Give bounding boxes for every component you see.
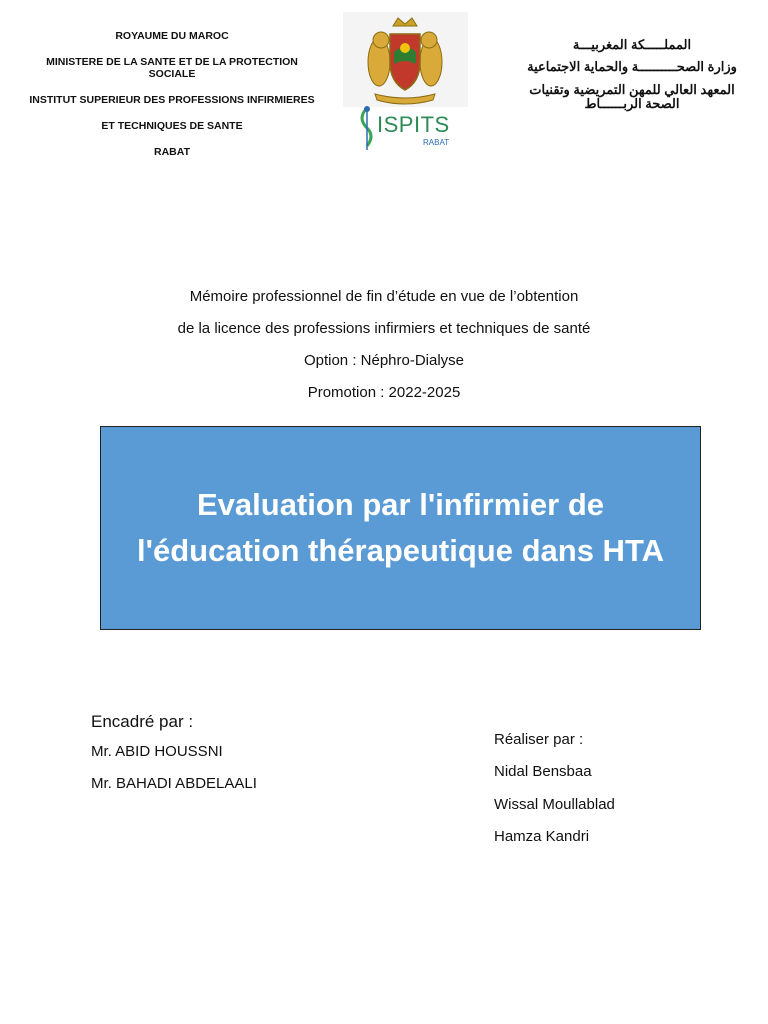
author-name: Hamza Kandri <box>494 827 590 845</box>
supervisor-name: Mr. ABID HOUSSNI <box>91 743 223 760</box>
thesis-title-line: Evaluation par l'infirmier de <box>196 487 605 522</box>
header-line: INSTITUT SUPERIEUR DES PROFESSIONS INFIRMIERES <box>29 94 315 107</box>
supervisors-block <box>91 712 257 806</box>
institution-header-fr <box>22 30 322 172</box>
promotion-line: Promotion : 2022-2025 <box>307 384 461 401</box>
header-line: MINISTERE DE LA SANTE ET DE LA PROTECTION SOCIALE <box>46 55 298 81</box>
author-name: Nidal Bensbaa <box>494 763 592 781</box>
supervisors-heading: Encadré par : <box>91 712 194 731</box>
thesis-intro <box>0 287 768 415</box>
thesis-title <box>137 482 664 574</box>
institution-header-ar <box>516 38 748 119</box>
ispits-logo <box>355 104 460 154</box>
authors-block <box>494 730 615 859</box>
authors-heading: Réaliser par : <box>494 731 584 748</box>
supervisor-name: Mr. BAHADI ABDELAALI <box>91 775 257 792</box>
header-line-ar: المعهد العالي للمهن التمريضية وتقنيات الصحة الربــــــاط <box>529 81 735 111</box>
author-name: Wissal Moullablad <box>494 795 615 813</box>
intro-line: de la licence des professions infirmiers et techniques de santé <box>177 320 591 337</box>
thesis-title-line: l'éducation thérapeutique dans HTA <box>137 533 664 568</box>
header-line: RABAT <box>154 145 190 158</box>
header-line-ar: وزارة الصحــــــــــة والحماية الاجتماعية <box>527 59 737 75</box>
thesis-title-box <box>100 426 701 630</box>
option-line: Option : Néphro-Dialyse <box>303 352 465 369</box>
header-line-ar: المملـــــكة المغربيـــة <box>572 37 692 52</box>
intro-line: Mémoire professionnel de fin d’étude en vue de l’obtention <box>189 288 579 305</box>
ispits-logo-text: ISPITS <box>377 112 450 137</box>
ispits-logo-subtext: RABAT <box>423 138 450 147</box>
header-line: ROYAUME DU MAROC <box>115 30 229 42</box>
header-line: ET TECHNIQUES DE SANTE <box>101 119 243 132</box>
